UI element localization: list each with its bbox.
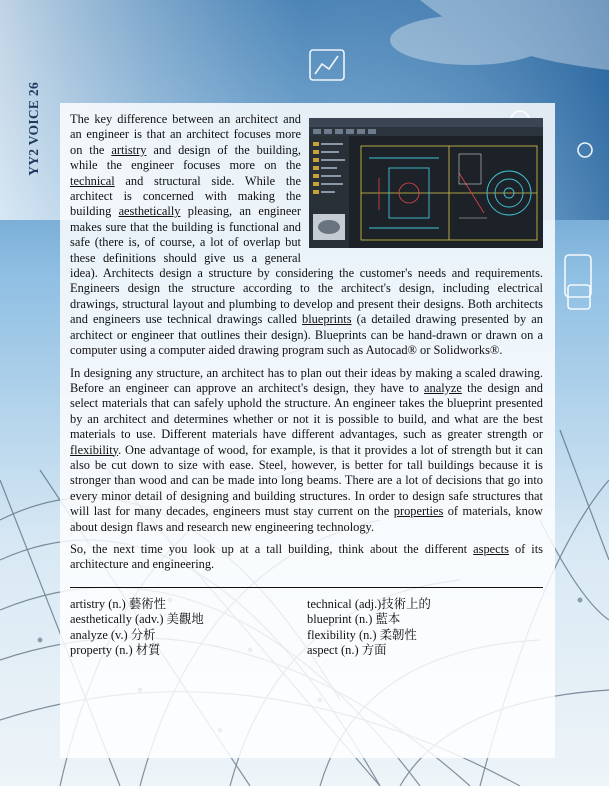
vocab-term: aspects [473, 541, 509, 556]
vocab-item: technical (adj.)技術上的 [307, 596, 431, 611]
vocab-term: blueprints [302, 312, 352, 327]
text-run: pleasing, an engineer makes sure that the building is functional and safe (there is, of course, a lot of overlap but these definitions should give us a general idea). Architects design a structure by considering the customer's needs and requirements. Engineers design the structure according to the architect's design, including electrical drawings, structural layout and plumbing to develop and present their designs. Both architects and engineers use technical drawings called [70, 204, 543, 327]
vocab-item: artistry (n.) 藝術性 [70, 596, 167, 611]
vocab-item: blueprint (n.) 藍本 [307, 612, 401, 627]
issue-label: YY2 VOICE 26 [26, 82, 41, 176]
paragraph-3 [70, 542, 543, 573]
vocabulary-list [70, 597, 543, 659]
text-run: In designing any structure, an architect has to plan out their ideas by making a scaled drawing. Before an engineer can approve an architect's design, they have to [70, 365, 543, 395]
vocab-item: property (n.) 材質 [70, 643, 161, 657]
vocab-term: technical [70, 173, 115, 188]
text-run: . One advantage of wood, for example, is that it provides a lot of strength but it can also be cut down to size with ease. Steel, however, is better for tall buildings because it is stronger than wood and can be made into long beams. There are a lot of decisions that go into every minor detail of designing and building structures. In order to design safe structures that will last for many decades, engineers must stay current on the [70, 442, 543, 519]
text-run: of its architecture and engineering. [70, 541, 543, 572]
vocab-term: aesthetically [118, 204, 181, 219]
vocab-term: analyze [424, 380, 462, 395]
text-run: and structural side. While the architect is concerned with making the building [70, 173, 301, 219]
paragraph-2 [70, 366, 543, 535]
text-run: the design and select materials that can safely uphold the structure. An engineer takes the blueprint presented by an architect and determines whether or not it is possible to build, and what are the best materials to use. Different materials have different advantages, such as greater strength or [70, 380, 543, 442]
text-run: and design of the building, while the engineer focuses more on the [70, 142, 301, 173]
vocab-term: flexibility [70, 442, 119, 457]
vocab-item: analyze (v.) 分析 [70, 627, 156, 642]
text-run: So, the next time you look up at a tall building, think about the different [70, 541, 474, 556]
divider [70, 587, 543, 588]
text-run: of materials, know about design flaws and research new engineering technology. [70, 504, 543, 534]
vocab-term: properties [393, 504, 444, 519]
vocab-item: aesthetically (adv.) 美觀地 [70, 612, 204, 627]
vocab-item: aspect (n.) 方面 [307, 643, 387, 657]
vocab-term: artistry [111, 142, 147, 157]
article-body [70, 112, 543, 658]
cad-software-screenshot [309, 118, 543, 248]
cad-drawing [309, 118, 543, 248]
text-run: (a detailed drawing presented by an architect or engineer that outlines their design). Blueprints can be hand-drawn or drawn on a computer using a computer aided drawing program such as Autocad® or Solidworks®. [70, 312, 543, 358]
vocab-item: flexibility (n.) 柔韌性 [307, 627, 417, 642]
text-run: The key difference between an architect and an engineer is that an architect focuses more on the [70, 112, 301, 157]
